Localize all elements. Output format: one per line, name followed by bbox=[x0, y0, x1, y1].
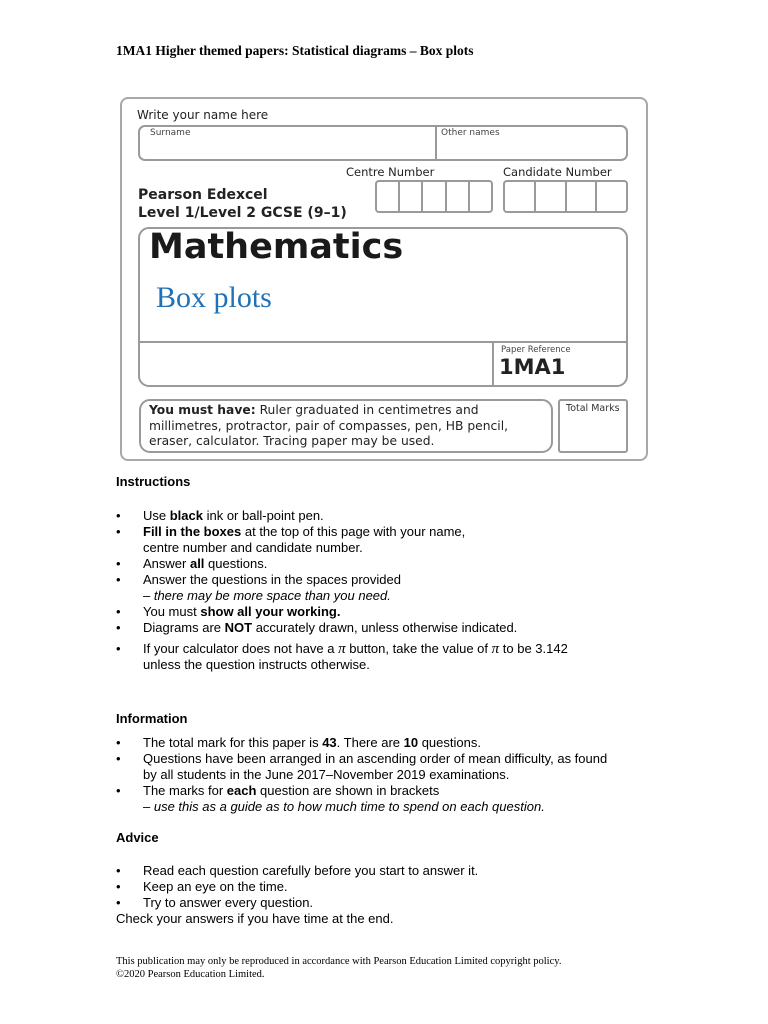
instructions-heading: Instructions bbox=[116, 474, 191, 489]
must-have-box bbox=[139, 399, 553, 453]
name-divider bbox=[435, 127, 437, 159]
exam-board bbox=[138, 186, 347, 222]
title-box bbox=[138, 227, 628, 387]
copyright-policy: This publication may only be reproduced in accordance with Pearson Education Limited copyright policy. bbox=[116, 956, 562, 967]
name-field[interactable] bbox=[138, 125, 628, 161]
cover-panel bbox=[120, 97, 648, 461]
copyright-notice: ©2020 Pearson Education Limited. bbox=[116, 969, 265, 980]
surname-label: Surname bbox=[150, 128, 191, 138]
information-list bbox=[116, 735, 607, 815]
advice-heading: Advice bbox=[116, 830, 159, 845]
must-have-label: You must have: bbox=[149, 403, 256, 417]
paper-title: Box plots bbox=[156, 281, 272, 314]
advice-list bbox=[116, 863, 478, 911]
information-item: • The marks for each question are shown in brackets – use this as a guide as to how much time to spend on each question. bbox=[116, 783, 607, 815]
centre-number-field[interactable] bbox=[375, 180, 493, 213]
candidate-number-field[interactable] bbox=[503, 180, 628, 213]
paper-reference-label: Paper Reference bbox=[501, 345, 571, 355]
board-line-2: Level 1/Level 2 GCSE (9–1) bbox=[138, 205, 347, 221]
instruction-item: • Answer all questions. bbox=[116, 556, 568, 572]
title-divider bbox=[140, 341, 626, 343]
centre-number-label: Centre Number bbox=[346, 165, 435, 179]
must-have-text: Ruler graduated in centimetres and millimetres, protractor, pair of compasses, pen, HB pencil, eraser, calculator. Tracing paper may be used. bbox=[149, 403, 509, 448]
information-item: • The total mark for this paper is 43. There are 10 questions. bbox=[116, 735, 607, 751]
advice-item: • Read each question carefully before you start to answer it. bbox=[116, 863, 478, 879]
pi-symbol: π bbox=[491, 641, 500, 657]
instruction-item: • Answer the questions in the spaces provided – there may be more space than you need. bbox=[116, 572, 568, 604]
total-marks-label: Total Marks bbox=[566, 403, 620, 414]
subject-title: Mathematics bbox=[149, 227, 404, 267]
instruction-item: • Fill in the boxes at the top of this page with your name, centre number and candidate number. bbox=[116, 524, 568, 556]
instructions-list bbox=[116, 508, 568, 673]
instruction-item: • If your calculator does not have a π button, take the value of π to be 3.142 unless the question instructs otherwise. bbox=[116, 641, 568, 673]
instruction-item: • Use black ink or ball-point pen. bbox=[116, 508, 568, 524]
write-name-label: Write your name here bbox=[137, 108, 269, 122]
information-heading: Information bbox=[116, 711, 188, 726]
board-line-1: Pearson Edexcel bbox=[138, 187, 268, 203]
other-names-label: Other names bbox=[441, 128, 500, 138]
total-marks-box bbox=[558, 399, 628, 453]
advice-item: • Try to answer every question. bbox=[116, 895, 478, 911]
reference-divider bbox=[492, 341, 494, 387]
instruction-item: • Diagrams are NOT accurately drawn, unless otherwise indicated. bbox=[116, 620, 568, 636]
candidate-number-label: Candidate Number bbox=[503, 165, 612, 179]
information-item: • Questions have been arranged in an ascending order of mean difficulty, as found by all students in the June 2017–November 2019 examinations. bbox=[116, 751, 607, 783]
footer bbox=[116, 955, 561, 981]
check-answers-note: Check your answers if you have time at the end. bbox=[116, 911, 394, 926]
pi-symbol: π bbox=[338, 641, 346, 657]
page-header-title: 1MA1 Higher themed papers: Statistical diagrams – Box plots bbox=[116, 43, 474, 58]
paper-reference-value: 1MA1 bbox=[499, 355, 566, 379]
instruction-item: • You must show all your working. bbox=[116, 604, 568, 620]
advice-item: • Keep an eye on the time. bbox=[116, 879, 478, 895]
